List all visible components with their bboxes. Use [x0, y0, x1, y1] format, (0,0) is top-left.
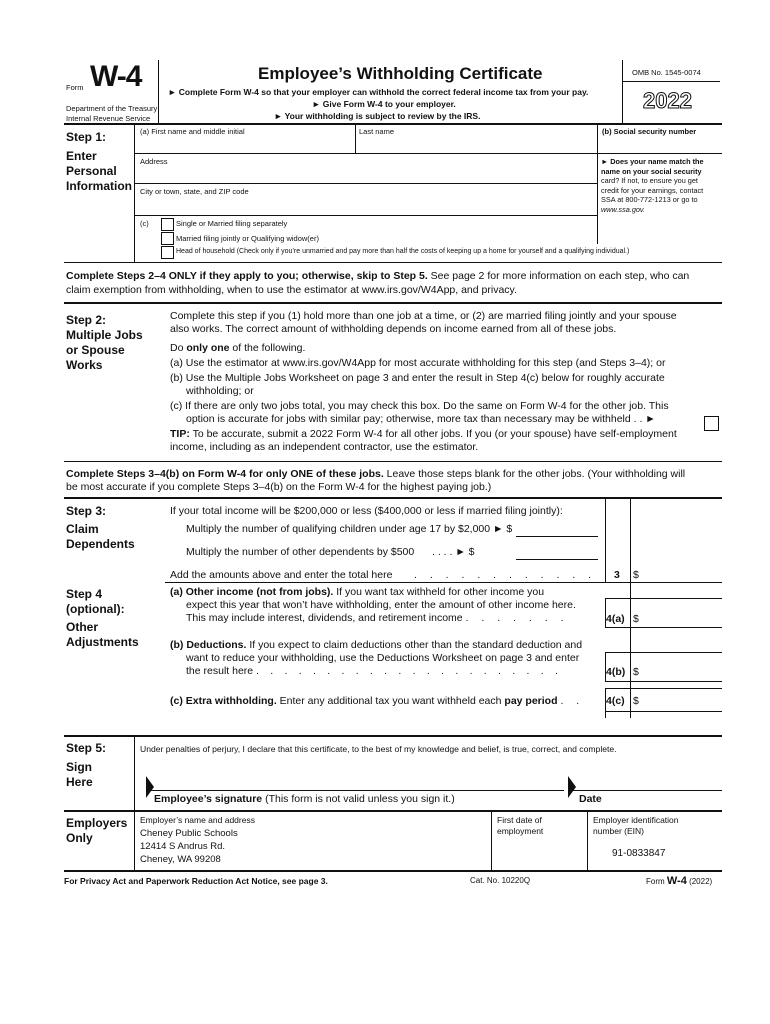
married-checkbox[interactable] — [161, 232, 174, 245]
address-label: Address — [140, 157, 168, 166]
single-checkbox[interactable] — [161, 218, 174, 231]
step-2-title-1: Multiple Jobs — [66, 328, 143, 342]
line-4a-dollar: $ — [633, 613, 639, 625]
step-4-title-1: (optional): — [66, 602, 125, 616]
city-label: City or town, state, and ZIP code — [140, 187, 249, 196]
line-4b-dollar: $ — [633, 666, 639, 678]
step-5-title-1: Sign — [66, 760, 92, 774]
form-name: W-4 — [90, 60, 142, 93]
step-2-para-line-1: Complete this step if you (1) hold more than one job at a time, or (2) are married filing jointly and your spouse — [170, 310, 677, 322]
line-4a-number: 4(a) — [606, 613, 625, 625]
ssn-note-line-4: credit for your earnings, contact — [601, 185, 704, 195]
instruction-line-1: ► Complete Form W-4 so that your employer can withhold the correct federal income tax from your pay. — [168, 87, 589, 97]
date-arrow-icon — [568, 776, 576, 798]
department: Department of the Treasury — [66, 104, 158, 113]
other-income-line-2: expect this year that won’t have withholding, enter the amount of other income here. — [186, 599, 576, 611]
deductions-dots: . . . . . . . . . . . . . . . . . . . . . . — [256, 665, 563, 677]
step-3-label: Step 3: — [66, 504, 107, 518]
form-label: Form — [66, 83, 84, 92]
instruction-line-2: ► Give Form W-4 to your employer. — [312, 99, 456, 109]
other-income-dots: . . . . . . . — [465, 612, 569, 624]
perjury-statement: Under penalties of perjury, I declare that this certificate, to the best of my knowledge and belief, is true, correct, and complete. — [140, 744, 617, 754]
ein-line-1: Employer identification — [593, 815, 679, 825]
tax-year: 2022 — [643, 88, 692, 113]
step-4-title-2: Other — [66, 620, 99, 634]
other-income-line-3 — [170, 612, 576, 625]
ein-line-2: number (EIN) — [593, 826, 645, 836]
instr1-bold: Complete Steps 2–4 ONLY if they apply to you; otherwise, skip to Step 5. — [66, 270, 428, 282]
c-line-2-text: option is accurate for jobs with similar pay; otherwise, more tax than necessary may be withheld — [186, 413, 631, 425]
employer-address-1: 12414 S Andrus Rd. — [140, 841, 226, 852]
other-income-rest: If you want tax withheld for other income you — [333, 586, 545, 598]
do-pre: Do — [170, 342, 187, 354]
city-input[interactable] — [136, 198, 596, 212]
form-title: Employee’s Withholding Certificate — [258, 64, 543, 83]
step-3-title-2: Dependents — [66, 537, 135, 551]
sig-rest: (This form is not valid unless you sign it.) — [262, 793, 455, 805]
first-name-input[interactable] — [136, 137, 354, 153]
date-label: Date — [579, 793, 602, 805]
footer-form-id — [646, 875, 712, 887]
employers-label-2: Only — [66, 831, 93, 845]
other-dependents-text: Multiply the number of other dependents by $500 — [186, 546, 415, 558]
deductions-rest: If you expect to claim deductions other than the standard deduction and — [246, 639, 583, 651]
step-2-tip-line-2: income, including as an independent contractor, use the estimator. — [170, 441, 479, 453]
catalog-number: Cat. No. 10220Q — [470, 876, 531, 885]
line-4b-number: 4(b) — [606, 666, 626, 678]
first-date-field[interactable] — [493, 840, 585, 868]
step-2-do-one — [170, 342, 722, 355]
add-amounts-text: Add the amounts above and enter the total here — [170, 569, 393, 581]
head-of-household-checkbox[interactable] — [161, 246, 174, 259]
first-date-line-1: First date of — [497, 815, 542, 825]
step-5-title-2: Here — [66, 775, 93, 789]
signature-field[interactable] — [156, 772, 560, 788]
instr1-rest: See page 2 for more information on each step, who can — [427, 270, 690, 282]
omb-number: OMB No. 1545-0074 — [632, 68, 701, 77]
step-2-option-b-line-1: (b) Use the Multiple Jobs Worksheet on page 3 and enter the result in Step 4(c) below for roughly accurate — [170, 372, 665, 384]
other-dependents-arrow: . . . . ► $ — [432, 546, 475, 558]
tip-bold: TIP: — [170, 428, 190, 440]
signature-arrow-icon — [146, 776, 154, 798]
sig-bold: Employee’s signature — [154, 793, 263, 805]
privacy-notice: For Privacy Act and Paperwork Reduction Act Notice, see page 3. — [64, 876, 328, 886]
step-1-label: Step 1: — [66, 130, 107, 144]
last-name-label: Last name — [359, 127, 395, 136]
footer-form-year: (2022) — [686, 877, 713, 886]
ssn-note-line-1: ► Does your name match the — [601, 157, 704, 166]
ein-value[interactable]: 91-0833847 — [612, 848, 666, 859]
date-field[interactable] — [578, 772, 720, 788]
signature-label — [154, 793, 455, 805]
deductions-line-3-text: the result here — [186, 665, 254, 677]
other-income-line-3-text: This may include interest, dividends, and retirement income — [186, 612, 463, 624]
address-input[interactable] — [136, 168, 596, 182]
ssn-note-line-5: SSA at 800-772-1213 or go to — [601, 195, 698, 204]
hoh-bold: Head of household — [176, 248, 235, 255]
step-2-option-b-line-2: withholding; or — [186, 385, 254, 397]
deductions-text — [170, 639, 582, 678]
step-1-title-1: Enter — [66, 149, 97, 163]
line-4b-amount[interactable] — [642, 663, 720, 678]
step-4-label: Step 4 — [66, 587, 103, 601]
ssn-input[interactable] — [599, 137, 720, 153]
step-3-intro: If your total income will be $200,000 or less ($400,000 or less if married filing jointly): — [170, 505, 563, 517]
step-2-label: Step 2: — [66, 313, 107, 327]
first-date-label — [497, 815, 543, 837]
head-of-household-label — [176, 248, 629, 255]
add-amounts-dots: . . . . . . . . . . . . . — [414, 569, 612, 581]
ein-label — [593, 815, 679, 837]
married-option-label: Married filing jointly or Qualifying widow(er) — [176, 234, 319, 243]
instr2-rest: Leave those steps blank for the other jobs. (Your withholding will — [383, 468, 686, 480]
step-1-title-3: Information — [66, 179, 132, 193]
step-2-option-c-line-2 — [170, 413, 722, 426]
step-2-option-c-line-1: (c) If there are only two jobs total, you may check this box. Do the same on Form W-4 for the other job. This — [170, 400, 669, 412]
step-1-title-2: Personal — [66, 164, 117, 178]
employer-name: Cheney Public Schools — [140, 828, 238, 839]
two-jobs-checkbox[interactable] — [704, 416, 719, 431]
employer-name-label: Employer’s name and address — [140, 815, 255, 825]
footer-form-pre: Form — [646, 877, 667, 886]
instr1-line-2: claim exemption from withholding, when to use the estimator at www.irs.gov/W4App, and privacy. — [66, 284, 517, 296]
ssn-note-line-3: card? If not, to ensure you get — [601, 176, 698, 185]
extra-bold: (c) Extra withholding. — [170, 695, 277, 707]
step-2-para-line-2: also works. The correct amount of withholding depends on income earned from all of these jobs. — [170, 323, 617, 335]
step-5-label: Step 5: — [66, 741, 107, 755]
filing-status-label: (c) — [140, 219, 149, 228]
extra-dots: . . — [560, 695, 585, 707]
extra-rest: Enter any additional tax you want withheld each — [276, 695, 505, 707]
last-name-input[interactable] — [357, 137, 596, 153]
do-bold: only one — [186, 342, 230, 354]
first-name-label: (a) First name and middle initial — [140, 127, 245, 136]
line-3-number: 3 — [614, 569, 620, 581]
single-option-label: Single or Married filing separately — [176, 219, 288, 228]
step-3-title-1: Claim — [66, 522, 99, 536]
step-4-title-3: Adjustments — [66, 635, 139, 649]
deductions-line-2: want to reduce your withholding, use the Deductions Worksheet on page 3 and enter — [186, 652, 580, 664]
other-income-text — [170, 586, 576, 625]
extra-withholding-text — [170, 695, 584, 707]
line-3-dollar: $ — [633, 569, 639, 581]
instr2-bold: Complete Steps 3–4(b) on Form W-4 for only ONE of these jobs. — [66, 468, 384, 480]
line-4a-amount[interactable] — [642, 610, 720, 625]
employer-address-block[interactable] — [140, 827, 238, 866]
line-4c-amount[interactable] — [642, 692, 720, 707]
ssn-note-line-6: www.ssa.gov. — [601, 204, 646, 214]
steps-2-4-instruction — [66, 269, 722, 297]
ssn-label: (b) Social security number — [602, 127, 697, 136]
ssn-note — [601, 157, 704, 214]
line-3-amount[interactable] — [642, 566, 720, 581]
c-line-2-arrow: . . ► — [633, 413, 656, 425]
agency: Internal Revenue Service — [66, 114, 151, 123]
step-2-title-2: or Spouse — [66, 343, 125, 357]
qualifying-children-amount[interactable] — [516, 522, 598, 536]
line-4c-number: 4(c) — [606, 695, 625, 707]
instruction-line-3: ► Your withholding is subject to review by the IRS. — [274, 111, 481, 121]
step-2-tip-line-1 — [170, 428, 722, 441]
employers-label-1: Employers — [66, 816, 128, 830]
ssn-note-line-2: name on your social security — [601, 166, 702, 176]
first-date-line-2: employment — [497, 826, 544, 836]
step-2-title-3: Works — [66, 358, 103, 372]
qualifying-children-text: Multiply the number of qualifying children under age 17 by $2,000 ► $ — [186, 523, 513, 535]
steps-3-4b-instruction — [66, 468, 722, 494]
step-2-option-a: (a) Use the estimator at www.irs.gov/W4App for most accurate withholding for this step (and Steps 3–4); or — [170, 357, 666, 369]
other-dependents-amount[interactable] — [516, 545, 598, 559]
other-income-bold: (a) Other income (not from jobs). — [170, 586, 334, 598]
deductions-bold: (b) Deductions. — [170, 639, 247, 651]
deductions-line-3 — [170, 665, 582, 678]
footer-form-name: W-4 — [666, 875, 687, 887]
hoh-rest: (Check only if you’re unmarried and pay more than half the costs of keeping up a home for yourself and a qualifying individual.) — [234, 248, 630, 255]
tip-text: To be accurate, submit a 2022 Form W-4 for all other jobs. If you (or your spouse) have self-employment — [189, 428, 677, 440]
instr2-line-2: be most accurate if you complete Steps 3–4(b) on the Form W-4 for the highest paying job.) — [66, 481, 492, 493]
extra-bold-2: pay period — [504, 695, 558, 707]
line-4c-dollar: $ — [633, 695, 639, 707]
employer-address-2: Cheney, WA 99208 — [140, 854, 221, 865]
do-post: of the following. — [229, 342, 306, 354]
step-2-body — [170, 310, 722, 454]
